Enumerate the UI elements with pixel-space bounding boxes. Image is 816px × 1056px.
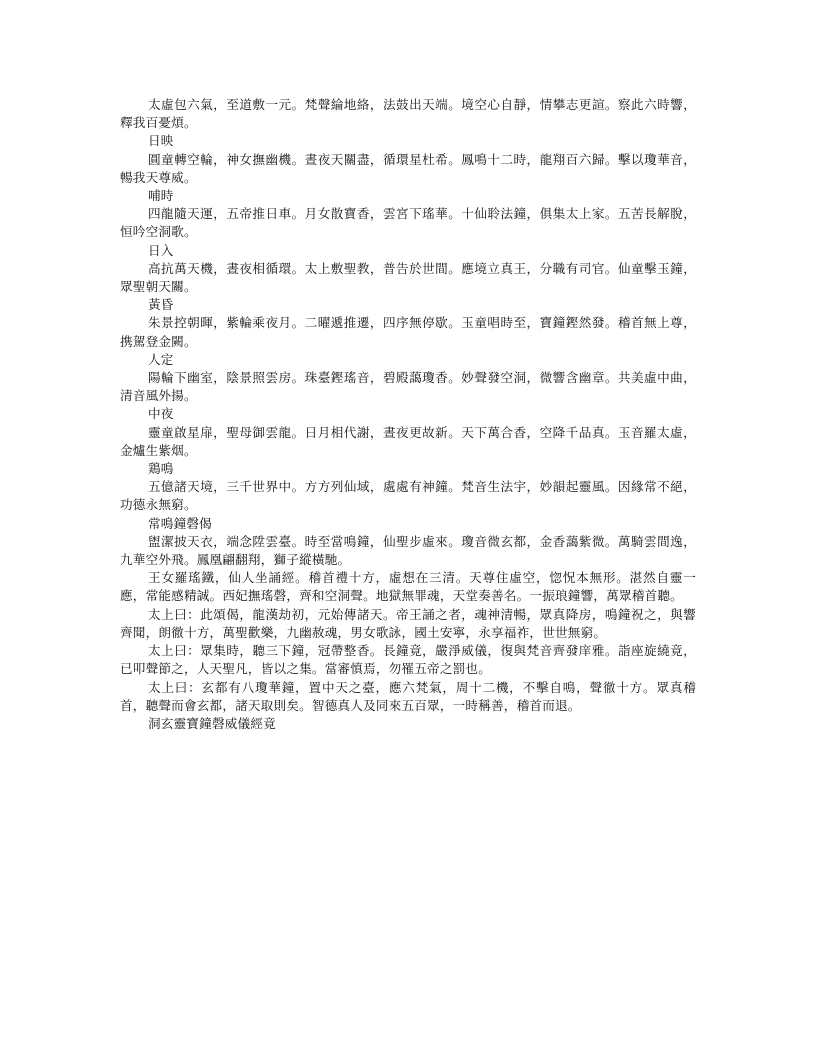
paragraph-gatha-part-1: 盥潔披天衣，端念陞雲臺。時至當鳴鐘，仙聖步虛來。瓊音微玄都，金香藹紫微。萬騎雲間逸，九華空外飛。鳳凰翩翻翔，獅子縱橫馳。 <box>120 533 696 568</box>
heading-rending: 人定 <box>148 351 174 367</box>
heading-riying: 日映 <box>148 133 174 149</box>
heading-bushi: 哺時 <box>148 188 174 204</box>
paragraph-bushi-verse: 四龍隨天運，五帝推日車。月女散寶香，雲宮下瑤華。十仙聆法鐘，俱集太上家。五苦長解脫，恒吟空洞歌。 <box>120 206 696 240</box>
paragraph-gatha-part-2: 王女羅瑤鐵，仙人坐誦經。稽首禮十方，虛想在三清。天尊住虛空，惚怳本無形。湛然自靈一應，常能感精誠。西妃撫瑤磬，齊和空洞聲。地獄無罪魂，天堂奏善名。一振琅鐘響，萬眾稽首聽。 <box>120 570 696 604</box>
paragraph-taishang-1: 太上曰：此頌偈，龍漢劫初，元始傳諸天。帝王誦之者，魂神清暢，眾真降房，鳴鐘祝之，與響齊聞，朗徹十方，萬聖歡樂，九幽赦魂，男女歌詠，國土安寧，永享福祚，世世無窮。 <box>120 606 696 640</box>
paragraph-jiming-verse: 五億諸天境，三千世界中。方方列仙域，處處有神鐘。梵音生法宇，妙韻起靈風。因緣常不絕，功德永無窮。 <box>120 479 696 513</box>
paragraph-taishang-2: 太上曰：眾集時，聽三下鐘，冠帶整香。長鐘竟，嚴淨威儀，復與梵音齊發庠雅。詣座旋繞竟，已叩聲節之，人天聖凡，皆以之集。當審慎焉，勿罹五帝之罰也。 <box>120 643 696 677</box>
document-page <box>120 96 696 733</box>
paragraph-riying-verse: 圓童轉空輪，神女撫幽機。晝夜天關盡，循環星杜希。鳳鳴十二時，龍翔百六歸。擊以瓊華音，暢我天尊威。 <box>120 151 696 185</box>
heading-bell-chime-gatha: 常鳴鐘磬偈 <box>148 515 212 531</box>
heading-zhongye: 中夜 <box>148 406 174 422</box>
paragraph-taishang-3: 太上曰：玄都有八瓊華鐘，置中天之臺，應六梵氣，周十二機，不擊自鳴，聲徹十方。眾真稽首，聽聲而會玄都，諸天取則矣。智德真人及同來五百眾，一時稱善，稽首而退。 <box>120 679 696 713</box>
paragraph-huanghun-verse: 朱景控朝暉，紫輪乘夜月。二曜遞推遷，四序無停歇。玉童唱時至，寶鐘鏗然發。稽首無上尊，携駕登金闕。 <box>120 315 696 349</box>
heading-riru: 日入 <box>148 242 174 258</box>
paragraph-rending-verse: 陽輪下幽室，陰景照雲房。珠臺鏗瑤音，碧殿藹瓊香。妙聲發空洞，微響含幽章。共美虛中曲，清音風外揚。 <box>120 370 696 404</box>
paragraph-intro-verse: 太虛包六氣，至道敷一元。梵聲綸地絡，法鼓出天端。境空心自靜，情攀志更諠。察此六時響，釋我百憂煩。 <box>120 97 696 131</box>
heading-huanghun: 黃昏 <box>148 297 174 313</box>
paragraph-zhongye-verse: 靈童啟星扉，聖母御雲龍。日月相代謝，晝夜更故新。天下萬合香，空降千品真。玉音羅太虛，金爐生紫烟。 <box>120 424 696 458</box>
heading-jiming: 鶏鳴 <box>148 461 174 477</box>
paragraph-riru-verse: 高抗萬天機，晝夜相循環。太上敷聖教，普告於世間。應境立真王，分職有司官。仙童擊玉鐘，眾聖朝天關。 <box>120 260 696 295</box>
closing-title: 洞玄靈寶鐘磬威儀經竟 <box>148 715 276 731</box>
